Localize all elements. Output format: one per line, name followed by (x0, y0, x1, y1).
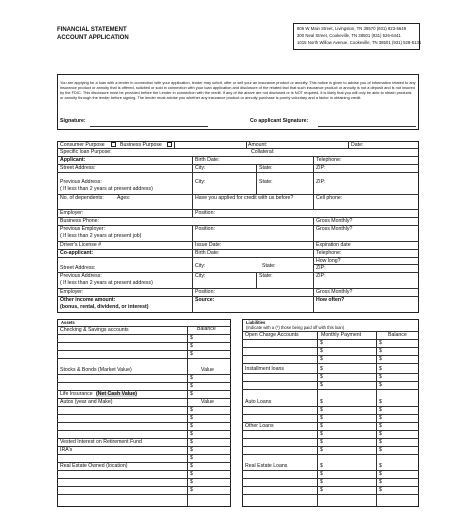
previous-position-label: Position: (195, 226, 215, 232)
dollar-sign: $ (320, 374, 323, 380)
state-label: State: (259, 165, 273, 171)
dollar-sign: $ (379, 366, 382, 372)
previous-zip-label: ZIP: (316, 179, 326, 185)
other-income-sub-label: (bonus, rental, dividend, or interest) (60, 304, 149, 310)
dollar-sign: $ (320, 356, 323, 362)
checking-label: Checking & Savings accounts (60, 327, 129, 333)
gross-monthly-label: Gross Monthly? (316, 218, 353, 224)
co-previous-zip-label: ZIP: (316, 273, 326, 279)
dollar-sign: $ (379, 399, 382, 405)
consumer-purpose-label: Consumer Purpose (60, 142, 105, 148)
dollar-sign: $ (320, 423, 323, 429)
co-signature-line[interactable] (318, 126, 416, 127)
dollar-sign: $ (190, 455, 193, 461)
dollar-sign: $ (379, 431, 382, 437)
dollar-sign: $ (320, 439, 323, 445)
address-line: 300 Neal Street, Cookeville, TN 38501 (931) 526-6441 (297, 33, 401, 38)
dollar-sign: $ (379, 447, 382, 453)
dollar-sign: $ (320, 399, 323, 405)
applicant-label: Applicant: (60, 157, 86, 163)
dollar-sign: $ (190, 335, 193, 341)
dollar-sign: $ (379, 487, 382, 493)
previous-address-label: Previous Address: (60, 179, 102, 185)
stocks-label: Stocks & Bonds (Market Value) (60, 367, 132, 373)
city-label: City: (195, 165, 206, 171)
dollar-sign: $ (190, 487, 193, 493)
address-line: 1015 North Willow Avenue, Cookeville, TN 38501 (931) 528-5131 (297, 40, 422, 45)
previous-employer-label: Previous Employer: (60, 226, 105, 232)
dollar-sign: $ (190, 463, 193, 469)
dollar-sign: $ (379, 407, 382, 413)
cell-phone-label: Cell phone: (316, 195, 343, 201)
liabilities-balance-header: Balance (388, 332, 407, 338)
how-often-label: How often? (316, 297, 345, 303)
dollar-sign: $ (190, 351, 193, 357)
co-how-long-label: How long? (316, 258, 341, 264)
business-phone-label: Business Phone: (60, 218, 99, 224)
collateral-label: Collateral: (251, 149, 275, 155)
dollar-sign: $ (320, 479, 323, 485)
dollar-sign: $ (190, 383, 193, 389)
dollar-sign: $ (320, 348, 323, 354)
dollar-sign: $ (190, 431, 193, 437)
business-purpose-label: Business Purpose (120, 142, 162, 148)
dollar-sign: $ (320, 471, 323, 477)
dependents-label: No. of dependents: (60, 195, 104, 201)
dollar-sign: $ (379, 415, 382, 421)
previous-gross-monthly-label: Gross Monthly? (316, 226, 353, 232)
co-previous-state-label: State: (259, 273, 273, 279)
form-title-line1: FINANCIAL STATEMENT (57, 27, 127, 33)
issue-date-label: Issue Date: (195, 242, 222, 248)
expiration-date-label: Expiration date (316, 242, 351, 248)
co-city-label: City: (195, 263, 206, 269)
dollar-sign: $ (379, 348, 382, 354)
open-charge-label: Open Charge Accounts (245, 332, 299, 338)
dollar-sign: $ (379, 479, 382, 485)
other-income-label: Other income amount: (60, 297, 116, 303)
co-position-label: Position: (195, 289, 215, 295)
employer-label: Employer: (60, 210, 84, 216)
dollar-sign: $ (320, 463, 323, 469)
co-zip-label: ZIP: (316, 265, 326, 271)
address-line: 806 W Main Street, Livingston, TN 38570 (931) 823-5649 (297, 26, 407, 31)
auto-loans-label: Auto Loans (245, 399, 272, 405)
co-previous-address-note: ( If less than 2 years at present address) (60, 280, 153, 286)
previous-city-label: City: (195, 179, 206, 185)
amount-label: Amount: (248, 142, 268, 148)
dollar-sign: $ (190, 375, 193, 381)
co-telephone-label: Telephone: (316, 250, 342, 256)
liabilities-subtitle: (Indicate with a (*) those being paid off with this loan) (246, 325, 345, 330)
co-state-label: State: (262, 263, 276, 269)
dollar-sign: $ (190, 391, 193, 397)
dollar-sign: $ (320, 366, 323, 372)
dollar-sign: $ (190, 415, 193, 421)
position-label: Position: (195, 210, 215, 216)
vested-label: Vested Interest on Retirement Fund (60, 439, 142, 445)
co-gross-monthly-label: Gross Monthly? (316, 289, 353, 295)
autos-label: Autos (year and Make) (60, 399, 113, 405)
signature-line[interactable] (90, 126, 208, 127)
dollar-sign: $ (379, 471, 382, 477)
birth-date-label: Birth Date: (195, 157, 220, 163)
telephone-label: Telephone: (316, 157, 342, 163)
business-purpose-checkbox[interactable] (167, 142, 172, 147)
monthly-payment-header: Monthly Payment (321, 332, 362, 338)
co-birth-date-label: Birth Date: (195, 250, 220, 256)
real-estate-label: Real Estate Owned (location) (60, 463, 128, 469)
real-estate-loans-label: Real Estate Loans (245, 463, 288, 469)
specific-loan-purpose-label: Specific loan Purpose: (60, 149, 112, 155)
dollar-sign: $ (320, 447, 323, 453)
installment-label: Installment loans (245, 366, 284, 372)
dollar-sign: $ (190, 439, 193, 445)
other-loans-label: Other Loans (245, 423, 274, 429)
autos-value-header: Value (201, 399, 214, 405)
dollar-sign: $ (190, 407, 193, 413)
dollar-sign: $ (379, 463, 382, 469)
signature-label: Signature: (60, 118, 86, 124)
co-street-address-label: Street Address: (60, 265, 96, 271)
dollar-sign: $ (190, 479, 193, 485)
dollar-sign: $ (190, 471, 193, 477)
co-applicant-label: Co-applicant: (60, 250, 94, 256)
dollar-sign: $ (379, 374, 382, 380)
liabilities-title: Liabilities (246, 320, 266, 325)
source-label: Source: (195, 297, 215, 303)
dollar-sign: $ (320, 407, 323, 413)
dollar-sign: $ (190, 343, 193, 349)
assets-value-header: Value (201, 367, 214, 373)
dollar-sign: $ (379, 340, 382, 346)
dollar-sign: $ (320, 340, 323, 346)
net-cash-value-label: (Net Cash Value) (96, 391, 137, 397)
dollar-sign: $ (190, 423, 193, 429)
co-signature-label: Co applicant Signature: (250, 118, 309, 124)
ages-label: Ages: (117, 195, 131, 201)
dollar-sign: $ (320, 431, 323, 437)
dollar-sign: $ (379, 382, 382, 388)
dollar-sign: $ (379, 356, 382, 362)
assets-title: Assets (61, 320, 75, 325)
form-title-line2: ACCOUNT APPLICATION (57, 35, 129, 41)
dollar-sign: $ (320, 487, 323, 493)
dollar-sign: $ (379, 423, 382, 429)
co-previous-city-label: City: (195, 273, 206, 279)
dollar-sign: $ (320, 382, 323, 388)
iras-label: IRA's (60, 447, 73, 453)
applied-before-label: Have you applied for credit with us before? (195, 195, 294, 201)
co-previous-address-label: Previous Address: (60, 273, 102, 279)
previous-address-note: ( If less than 2 years at present address) (60, 186, 153, 192)
co-employer-label: Employer: (60, 289, 84, 295)
insurance-notice-text: You are applying for a loan with a lender in connection with your application, lender may solicit, offer or sell your an insurance product or annuity. This notice is given to advise you of information related to any insurance product or annuity that is offered, solicited or sold in connection with your loan application and disclosure of the related fact that such insurance product or annuity is not a deposit and is not insured by the FDIC. This disclosure must be provided before the Lender in connection with the credit. If any of the above are not disclosed or is NOT required, it is likely that you will only be able to obtain products or annuity through the lender before signing. The lender must advise you whether any insurance product or annuity purchase is purely voluntary and a factor in obtaining credit. (60, 80, 416, 101)
dollar-sign: $ (320, 415, 323, 421)
dollar-sign: $ (190, 447, 193, 453)
drivers-license-label: Driver's License # (60, 242, 102, 248)
zip-label: ZIP: (316, 165, 326, 171)
previous-state-label: State: (259, 179, 273, 185)
assets-balance-header: Balance (197, 326, 216, 332)
consumer-purpose-checkbox[interactable] (111, 142, 116, 147)
dollar-sign: $ (379, 439, 382, 445)
life-insurance-label: Life Insurance (60, 391, 93, 397)
date-label: Date: (351, 142, 364, 148)
street-address-label: Street Address: (60, 165, 96, 171)
previous-employer-note: ( If less than 2 years at present job) (60, 233, 142, 239)
